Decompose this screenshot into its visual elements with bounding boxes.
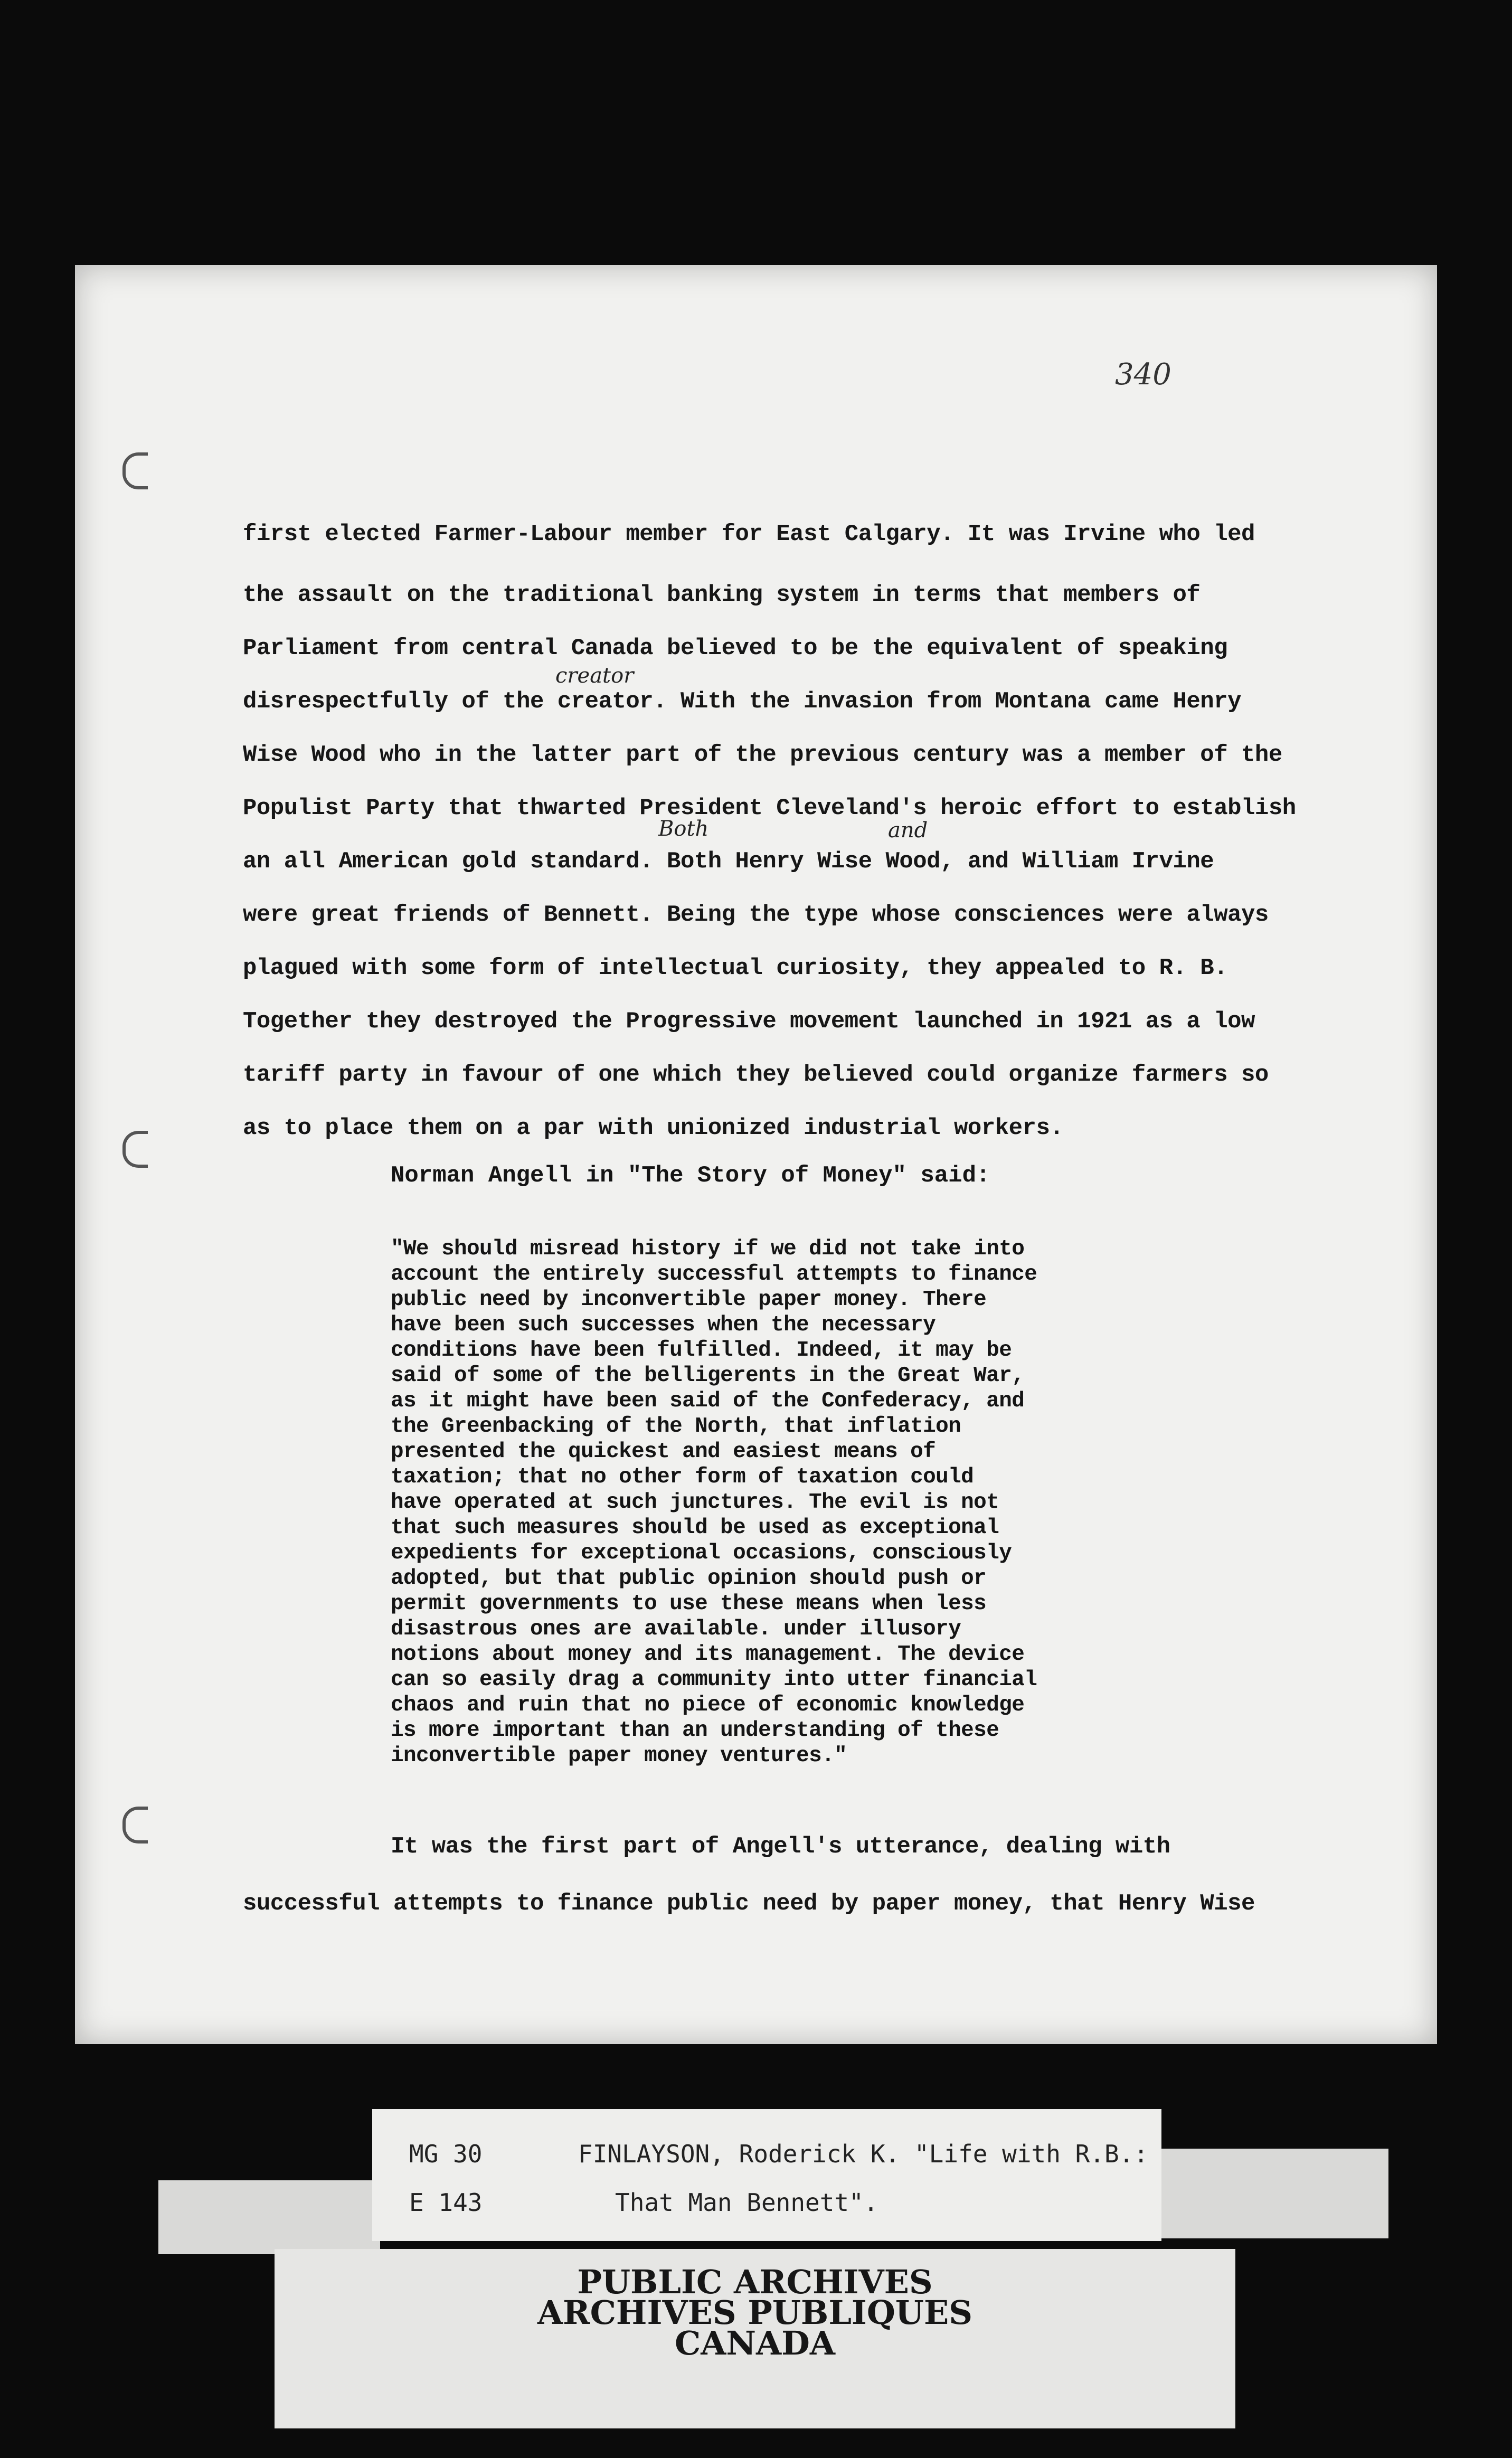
quote-line: conditions have been fulfilled. Indeed, it may be — [391, 1338, 1012, 1363]
handwritten-both: Both — [658, 817, 709, 841]
quote-line: as it might have been said of the Confederacy, and — [391, 1389, 1025, 1413]
text-line: Parliament from central Canada believed to be the equivalent of speaking — [243, 635, 1228, 661]
quote-line: inconvertible paper money ventures." — [391, 1744, 847, 1768]
text-line: as to place them on a par with unionized industrial workers. — [243, 1115, 1064, 1141]
text-line: successful attempts to finance public need by paper money, that Henry Wise — [243, 1890, 1255, 1917]
text-line: disrespectfully of the creator. With the invasion from Montana came Henry — [243, 688, 1242, 715]
text-line: Wise Wood who in the latter part of the previous century was a member of the — [243, 742, 1282, 768]
quote-line: that such measures should be used as exceptional — [391, 1516, 999, 1540]
quote-line: said of some of the belligerents in the Great War, — [391, 1364, 1025, 1388]
quote-line: chaos and ruin that no piece of economic knowledge — [391, 1693, 1025, 1717]
text-line: tariff party in favour of one which they believed could organize farmers so — [243, 1062, 1269, 1088]
quote-intro: Norman Angell in "The Story of Money" said: — [391, 1162, 990, 1189]
quote-line: taxation; that no other form of taxation could — [391, 1465, 974, 1489]
quote-line: have operated at such junctures. The evil is not — [391, 1490, 999, 1515]
quote-line: notions about money and its management. The device — [391, 1642, 1025, 1667]
quote-line: the Greenbacking of the North, that inflation — [391, 1414, 961, 1439]
quote-line: expedients for exceptional occasions, consciously — [391, 1541, 1012, 1565]
archive-label — [372, 2109, 1161, 2241]
quote-line: account the entirely successful attempts to finance — [391, 1262, 1037, 1287]
handwritten-creator: creator — [555, 664, 634, 688]
text-line: first elected Farmer-Labour member for East Calgary. It was Irvine who led — [243, 521, 1255, 547]
quote-line: disastrous ones are available. under illusory — [391, 1617, 961, 1641]
text-line: It was the first part of Angell's utterance, dealing with — [391, 1833, 1170, 1860]
label-strip — [1156, 2149, 1388, 2238]
label-strip — [158, 2180, 380, 2254]
text-line: the assault on the traditional banking system in terms that members of — [243, 582, 1201, 608]
quote-line: presented the quickest and easiest means of — [391, 1440, 936, 1464]
text-line: plagued with some form of intellectual curiosity, they appealed to R. B. — [243, 955, 1228, 981]
stamp-line-1: PUBLIC ARCHIVES — [577, 2263, 933, 2301]
text-line: Populist Party that thwarted President Cleveland's heroic effort to establish — [243, 795, 1296, 821]
e-number: E 143 — [409, 2188, 483, 2217]
punch-hole — [122, 452, 148, 489]
paragraph-1 — [243, 500, 1352, 1155]
author-title-line-2: That Man Bennett". — [615, 2188, 878, 2217]
quote-line: can so easily drag a community into utter financial — [391, 1668, 1037, 1692]
quote-line: is more important than an understanding of these — [391, 1718, 999, 1743]
quote-line: "We should misread history if we did not take into — [391, 1237, 1025, 1261]
author-title-line-1: FINLAYSON, Roderick K. "Life with R.B.: — [578, 2140, 1149, 2168]
quote-line: adopted, but that public opinion should push or — [391, 1566, 987, 1591]
text-line: Together they destroyed the Progressive movement launched in 1921 as a low — [243, 1008, 1255, 1035]
stamp-line-2: ARCHIVES PUBLIQUES — [537, 2293, 973, 2332]
quote-line: public need by inconvertible paper money. There — [391, 1288, 987, 1312]
quote-line: have been such successes when the necessary — [391, 1313, 936, 1337]
block-quote — [391, 1236, 1235, 1769]
punch-hole — [122, 1131, 148, 1168]
page-number: 340 — [1115, 357, 1171, 392]
archives-stamp — [275, 2249, 1235, 2428]
punch-hole — [122, 1807, 148, 1844]
text-line: an all American gold standard. Both Henry Wise Wood, and William Irvine — [243, 848, 1214, 875]
document-page — [75, 265, 1437, 2044]
stamp-line-3: CANADA — [674, 2324, 836, 2362]
paragraph-2 — [243, 1818, 1255, 1932]
quote-line: permit governments to use these means when less — [391, 1592, 987, 1616]
mg-number: MG 30 — [409, 2140, 483, 2168]
text-line: were great friends of Bennett. Being the type whose consciences were always — [243, 902, 1269, 928]
handwritten-and: and — [888, 818, 928, 843]
